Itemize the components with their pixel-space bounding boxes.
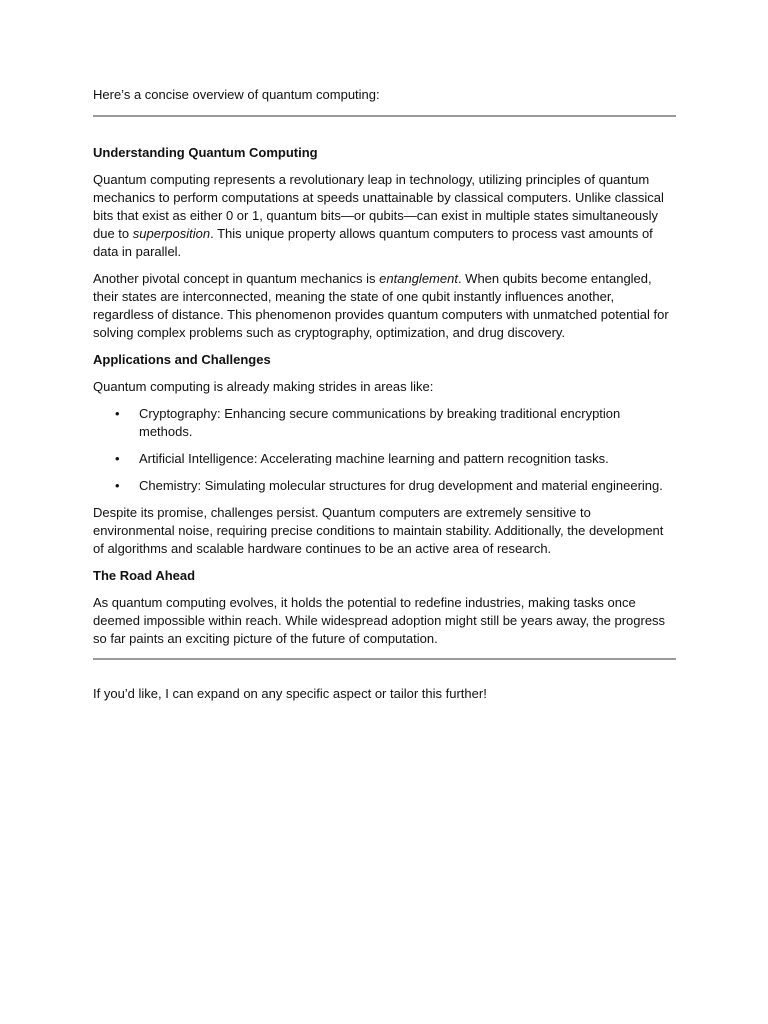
list-item <box>93 477 676 495</box>
emphasis-superposition: superposition <box>132 226 211 241</box>
heading-applications: Applications and Challenges <box>93 352 271 367</box>
list-item-text: Cryptography: Enhancing secure communications by breaking traditional encryption methods. <box>139 406 621 439</box>
paragraph-superposition <box>93 171 676 261</box>
document <box>93 86 676 703</box>
paragraph-text: Quantum computing represents a revolutionary leap in technology, utilizing principles of quantum mechanics to perform computations at speeds unattainable by classical computers. Unlike classical bits that exist as either 0 or 1, quantum bits—or qubits—can exist in multiple states simultaneously due to <box>93 172 664 241</box>
challenges-paragraph: Despite its promise, challenges persist. Quantum computers are extremely sensitive to environmental noise, requiring precise conditions to maintain stability. Additionally, the development of algorithms and scalable hardware continues to be an active area of research. <box>93 505 664 556</box>
emphasis-entanglement: entanglement <box>379 271 458 286</box>
paragraph-text: . When qubits become entangled, their states are interconnected, meaning the state of one qubit instantly influences another, regardless of distance. This phenomenon provides quantum computers with unmatched potential for solving complex problems such as cryptography, optimization, and drug discovery. <box>93 271 669 340</box>
heading-road-ahead: The Road Ahead <box>93 568 196 583</box>
list-item <box>93 405 676 441</box>
applications-lead: Quantum computing is already making strides in areas like: <box>93 379 434 394</box>
heading-understanding: Understanding Quantum Computing <box>93 145 318 160</box>
list-item-text: Artificial Intelligence: Accelerating machine learning and pattern recognition tasks. <box>139 451 609 466</box>
bullet-icon: • <box>115 406 120 421</box>
intro-text: Here’s a concise overview of quantum computing: <box>93 87 380 102</box>
list-item-text: Chemistry: Simulating molecular structures for drug development and material engineering. <box>139 478 663 493</box>
bullet-icon: • <box>115 451 120 466</box>
bullet-icon: • <box>115 478 120 493</box>
paragraph-entanglement <box>93 270 676 342</box>
road-ahead-paragraph: As quantum computing evolves, it holds the potential to redefine industries, making tasks once deemed impossible within reach. While widespread adoption might still be years away, the progress so far paints an exciting picture of the future of computation. <box>93 595 666 646</box>
top-divider <box>93 115 676 117</box>
paragraph-text: . This unique property allows quantum computers to process vast amounts of data in parallel. <box>93 226 653 259</box>
closing-text: If you’d like, I can expand on any specific aspect or tailor this further! <box>93 686 487 701</box>
bottom-divider <box>93 658 676 660</box>
paragraph-text: Another pivotal concept in quantum mechanics is <box>93 271 380 286</box>
list-item <box>93 450 676 468</box>
applications-list <box>93 405 676 495</box>
